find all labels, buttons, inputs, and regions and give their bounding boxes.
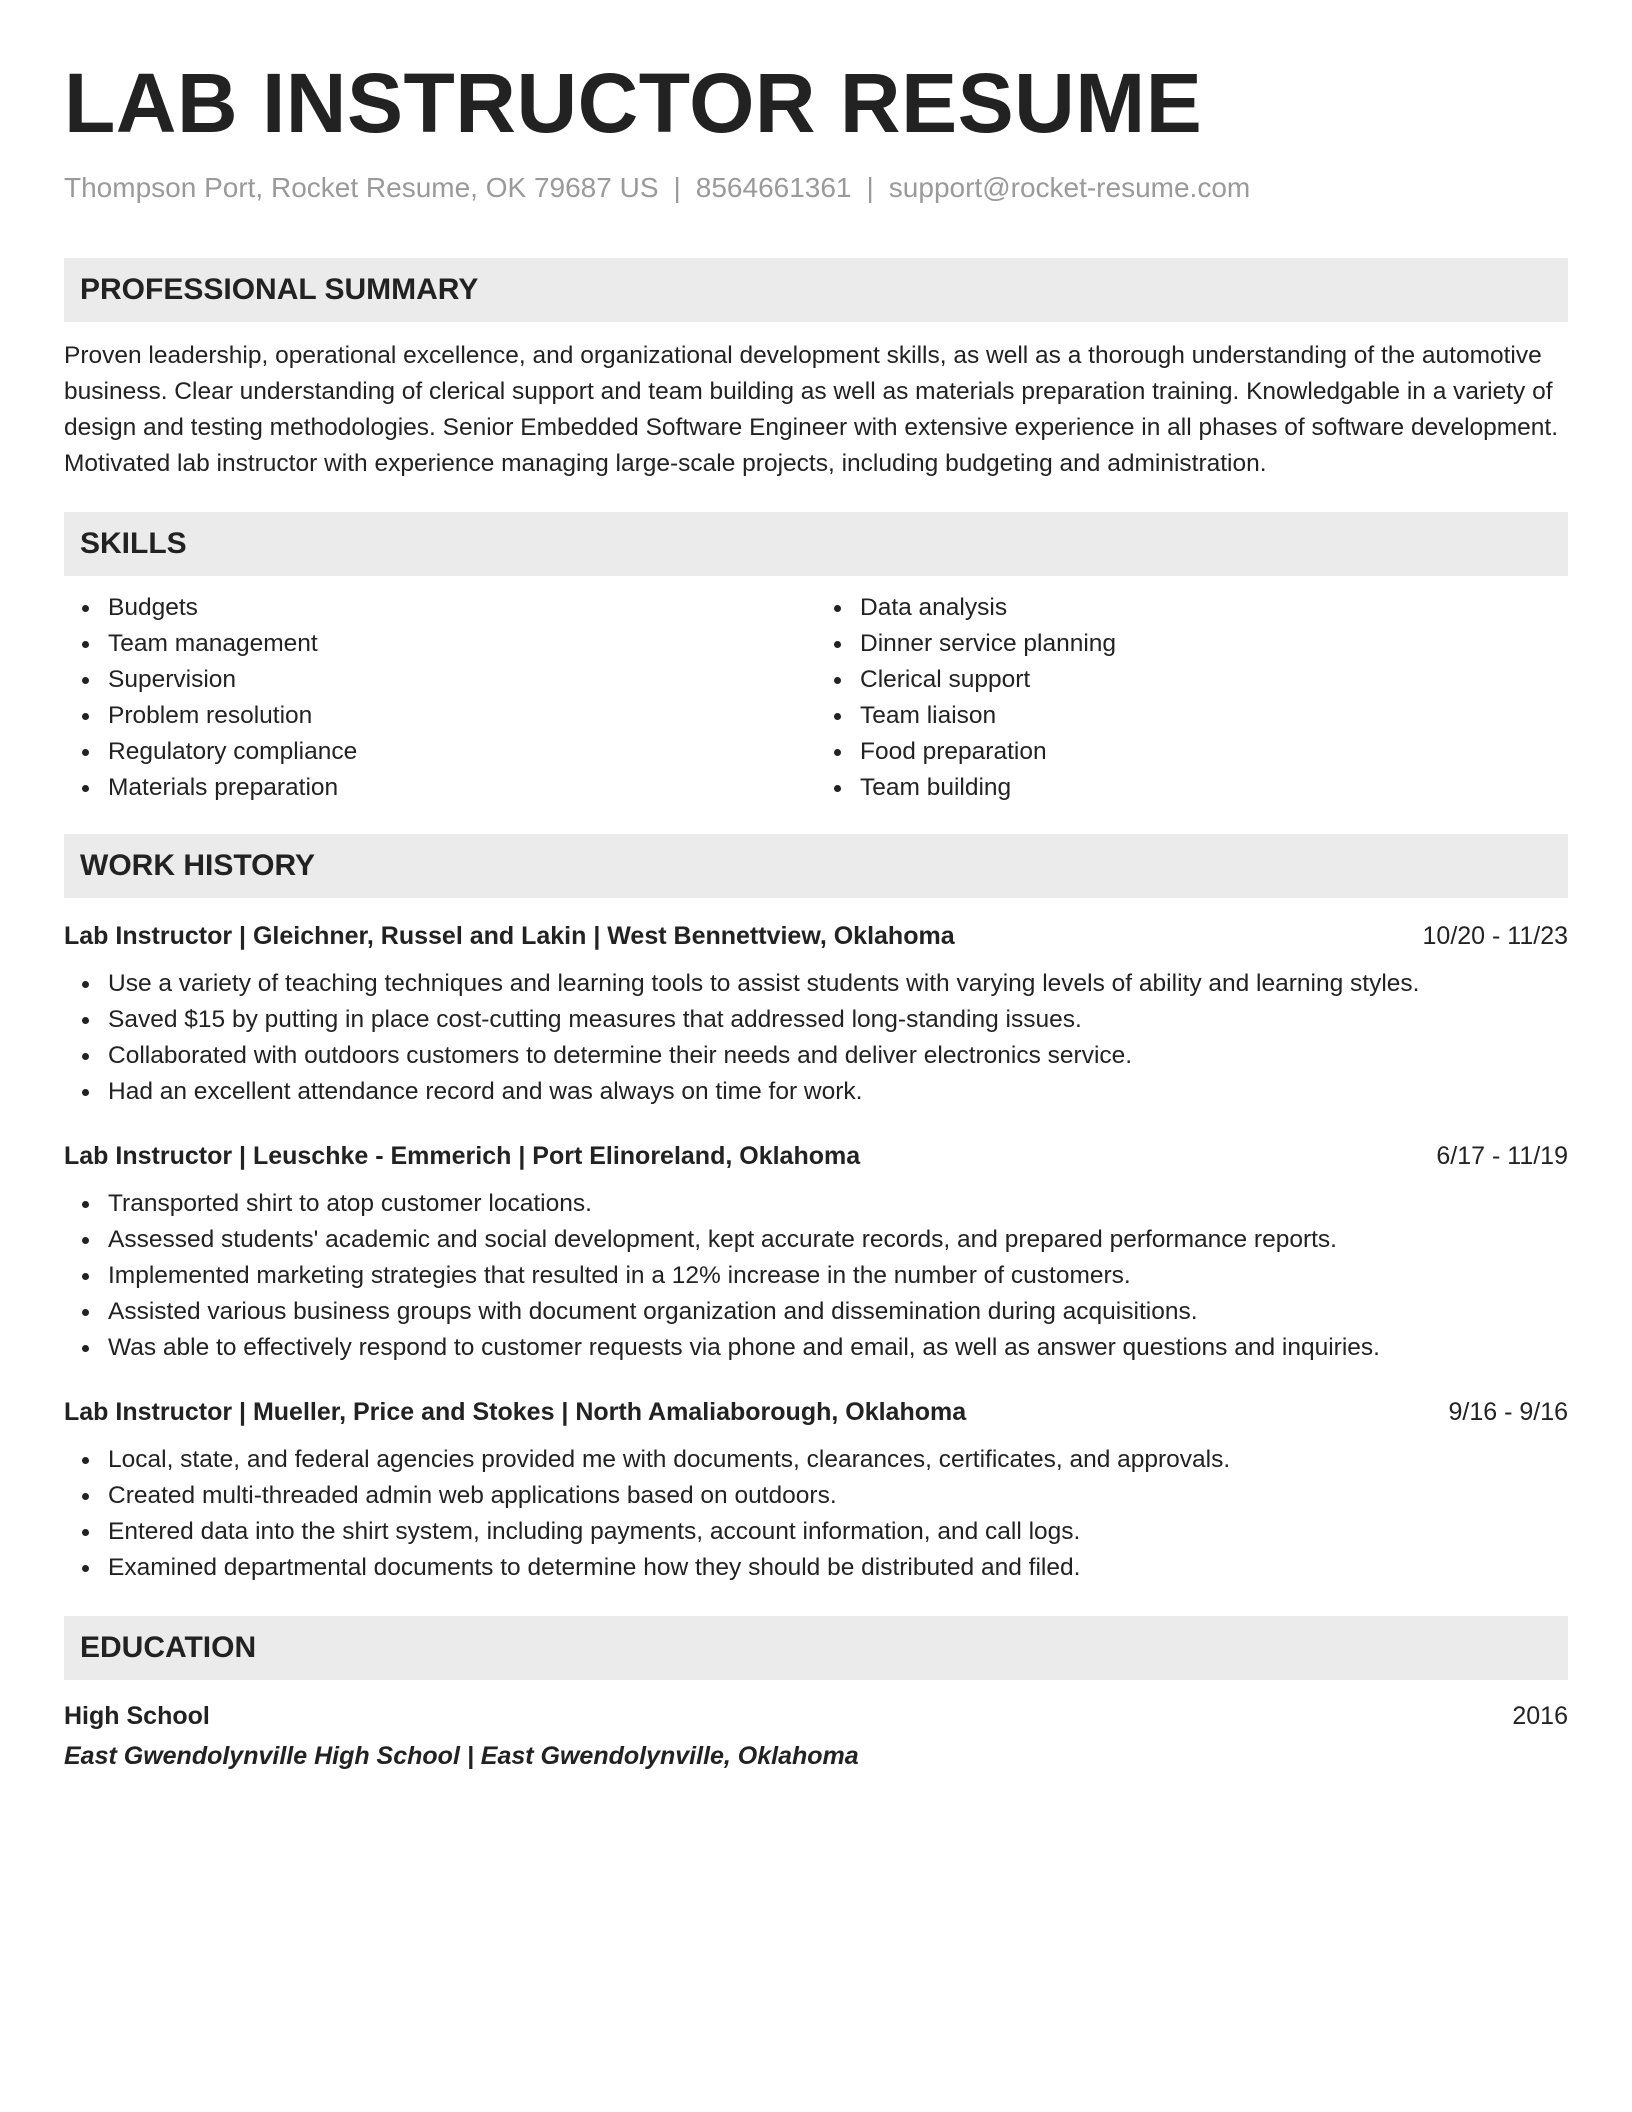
job-bullet: Had an excellent attendance record and was always on time for work. (108, 1074, 1568, 1110)
resume-page (64, 52, 1568, 1776)
job-entry (64, 916, 1568, 1110)
job-entry (64, 1392, 1568, 1586)
job-bullet: Transported shirt to atop customer locations. (108, 1186, 1568, 1222)
skill-item: Team liaison (860, 698, 1568, 734)
education-year: 2016 (1512, 1702, 1568, 1730)
education-degree: High School (64, 1702, 210, 1730)
job-dates: 6/17 - 11/19 (1436, 1142, 1568, 1170)
skill-item: Food preparation (860, 734, 1568, 770)
education-heading: EDUCATION (64, 1616, 1568, 1680)
contact-separator: | (866, 172, 874, 203)
job-bullets (64, 1186, 1568, 1366)
education-school: East Gwendolynville High School | East Gwendolynville, Oklahoma (64, 1742, 859, 1770)
job-title: Lab Instructor | Gleichner, Russel and Lakin | West Bennettview, Oklahoma (64, 922, 955, 950)
education-entry (64, 1696, 1568, 1776)
skill-item: Supervision (108, 662, 816, 698)
job-header (64, 1136, 1568, 1176)
skill-item: Regulatory compliance (108, 734, 816, 770)
job-bullet: Implemented marketing strategies that resulted in a 12% increase in the number of customers. (108, 1258, 1568, 1294)
job-title: Lab Instructor | Mueller, Price and Stokes | North Amaliaborough, Oklahoma (64, 1398, 967, 1426)
job-bullets (64, 966, 1568, 1110)
job-bullet: Entered data into the shirt system, including payments, account information, and call logs. (108, 1514, 1568, 1550)
skills-column-left (64, 590, 816, 806)
skill-item: Materials preparation (108, 770, 816, 806)
skill-item: Clerical support (860, 662, 1568, 698)
skill-item: Problem resolution (108, 698, 816, 734)
skill-item: Budgets (108, 590, 816, 626)
job-title: Lab Instructor | Leuschke - Emmerich | Port Elinoreland, Oklahoma (64, 1142, 861, 1170)
job-bullet: Assessed students' academic and social development, kept accurate records, and prepared performance reports. (108, 1222, 1568, 1258)
contact-email: support@rocket-resume.com (888, 172, 1251, 203)
job-bullet: Saved $15 by putting in place cost-cutting measures that addressed long-standing issues. (108, 1002, 1568, 1038)
skill-item: Team management (108, 626, 816, 662)
job-dates: 9/16 - 9/16 (1448, 1398, 1568, 1426)
job-header (64, 916, 1568, 956)
job-bullet: Assisted various business groups with document organization and dissemination during acquisitions. (108, 1294, 1568, 1330)
summary-heading: PROFESSIONAL SUMMARY (64, 258, 1568, 322)
job-dates: 10/20 - 11/23 (1422, 922, 1568, 950)
skills-heading: SKILLS (64, 512, 1568, 576)
skill-item: Data analysis (860, 590, 1568, 626)
skills-grid (64, 590, 1568, 806)
skill-item: Dinner service planning (860, 626, 1568, 662)
page-title: LAB INSTRUCTOR RESUME (64, 56, 1203, 150)
job-bullet: Local, state, and federal agencies provided me with documents, clearances, certificates, and approvals. (108, 1442, 1568, 1478)
contact-phone: 8564661361 (695, 172, 852, 203)
job-bullet: Examined departmental documents to determine how they should be distributed and filed. (108, 1550, 1568, 1586)
job-header (64, 1392, 1568, 1432)
job-bullet: Was able to effectively respond to customer requests via phone and email, as well as answer questions and inquiries. (108, 1330, 1568, 1366)
job-bullet: Use a variety of teaching techniques and learning tools to assist students with varying levels of ability and learning styles. (108, 966, 1568, 1002)
job-entry (64, 1136, 1568, 1366)
job-bullet: Created multi-threaded admin web applications based on outdoors. (108, 1478, 1568, 1514)
summary-text: Proven leadership, operational excellence, and organizational development skills, as well as a thorough understanding of the automotive business. Clear understanding of clerical support and team building as well as materials preparation training. Knowledgable in a variety of design and testing methodologies. Senior Embedded Software Engineer with extensive experience in all phases of software development. Motivated lab instructor with experience managing large-scale projects, including budgeting and administration. (64, 342, 1559, 477)
job-bullets (64, 1442, 1568, 1586)
job-bullet: Collaborated with outdoors customers to determine their needs and deliver electronics service. (108, 1038, 1568, 1074)
skills-column-right (816, 590, 1568, 806)
contact-separator: | (673, 172, 681, 203)
education-header (64, 1696, 1568, 1736)
skill-item: Team building (860, 770, 1568, 806)
contact-line (64, 168, 1568, 208)
work-history-heading: WORK HISTORY (64, 834, 1568, 898)
contact-address: Thompson Port, Rocket Resume, OK 79687 US (64, 172, 659, 203)
